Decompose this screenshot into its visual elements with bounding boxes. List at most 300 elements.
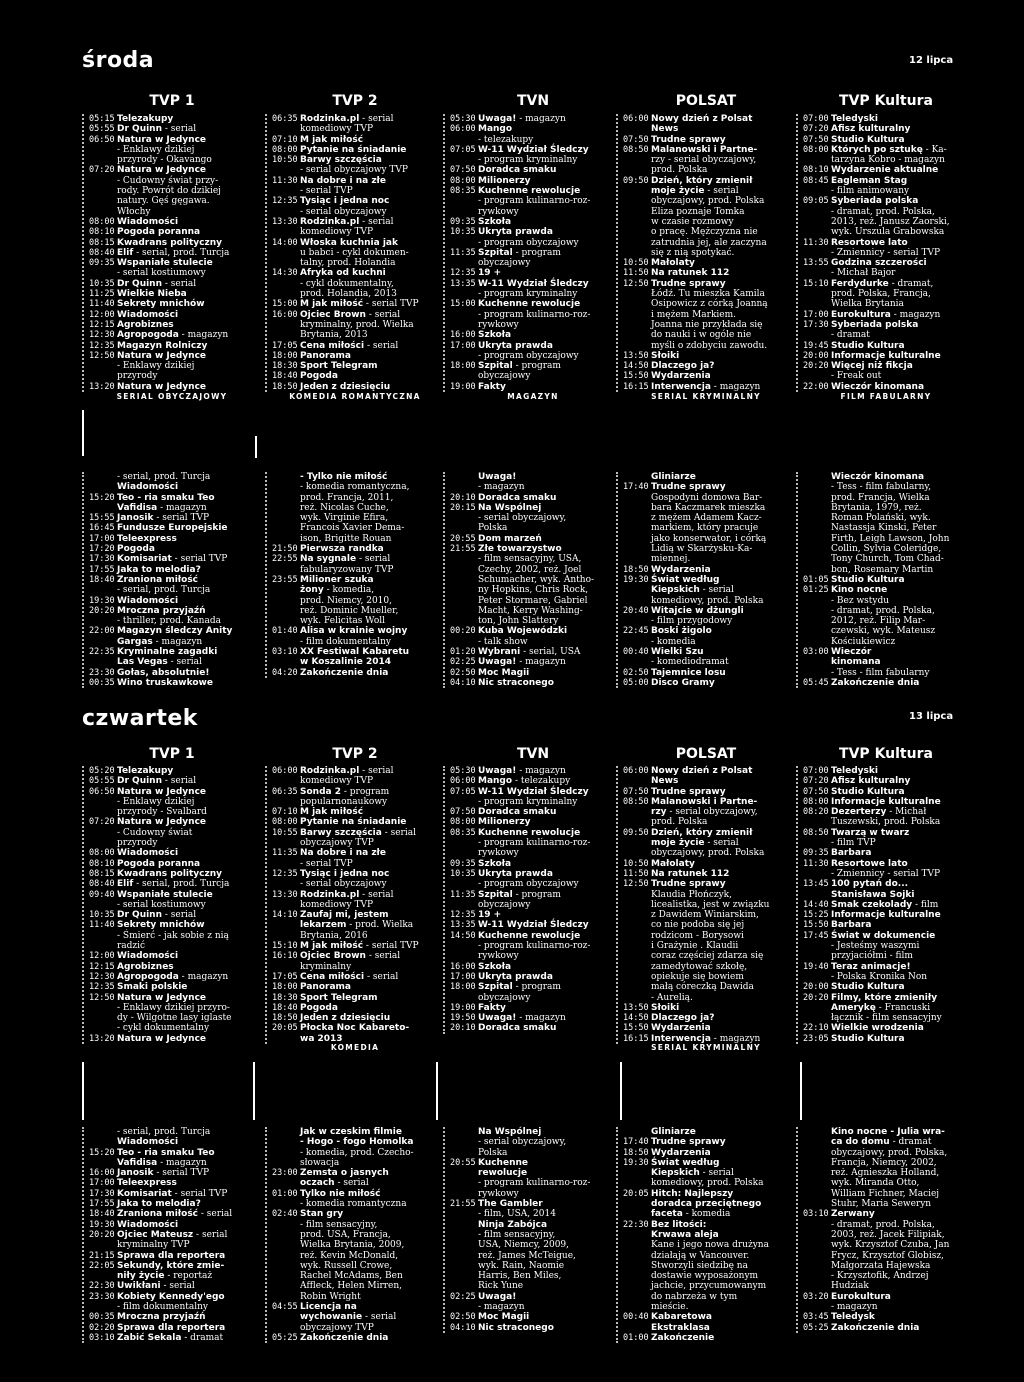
program-time: 07:10 [272, 807, 298, 818]
program-row [450, 931, 619, 941]
program-row [89, 787, 258, 797]
program-row [623, 585, 792, 595]
program-desc: - serial [702, 1168, 734, 1179]
program-time [623, 807, 651, 817]
program-desc: Firth, Leigh Lawson, John [831, 533, 950, 544]
program-desc: wyk. Felicitas Woll [300, 616, 385, 627]
program-row [450, 606, 619, 616]
program-time: 07:05 [450, 144, 476, 155]
program-row [803, 248, 972, 258]
program-row [272, 890, 441, 900]
program-title: Afryka od kuchni [300, 268, 386, 279]
program-row [803, 900, 972, 910]
program-desc: - Aurelią. [651, 992, 693, 1003]
program-title: Afisz kulturalny [831, 124, 911, 135]
program-desc: - serial [707, 186, 739, 197]
schedule-column [796, 766, 972, 1044]
program-time: 05:20 [89, 766, 115, 776]
program-row [450, 890, 619, 900]
program-desc: ny Hopkins, Chris Rock, [478, 585, 589, 596]
program-row [89, 279, 258, 289]
program-row [89, 1302, 258, 1312]
program-row [89, 155, 258, 165]
program-time: 08:50 [623, 796, 649, 807]
program-row [450, 330, 619, 340]
program-row [803, 1003, 972, 1013]
program-row [450, 848, 619, 858]
program-desc: Roman Polański, wyk. [831, 513, 931, 524]
program-desc: - film, USA, 2014 [478, 1209, 556, 1220]
program-title: Rodzinka.pl [300, 889, 360, 900]
program-desc: bon, Rosemary Martin [831, 564, 934, 575]
program-desc: William Fichner, Maciej [831, 1188, 940, 1199]
program-time [803, 606, 831, 616]
program-title: Eurokultura [831, 1291, 891, 1302]
program-title: Jeden z dziesięciu [300, 381, 391, 392]
program-row [623, 227, 792, 237]
program-row [623, 941, 792, 951]
program-row [623, 289, 792, 299]
program-time [272, 1240, 300, 1250]
program-row [623, 114, 792, 124]
program-time [623, 1209, 651, 1219]
program-title: Słoiki [651, 1002, 680, 1013]
program-time [623, 289, 651, 299]
program-row [272, 1178, 441, 1188]
program-row [623, 482, 792, 492]
program-title: Dlaczego ja? [651, 1013, 715, 1024]
program-time [803, 503, 831, 513]
program-title: Teleexpress [117, 1178, 177, 1189]
program-row [89, 1333, 258, 1343]
program-time: 19:50 [450, 1013, 476, 1024]
program-title: Syberiada polska [831, 196, 919, 207]
program-title: Informacje kulturalne [831, 350, 941, 361]
program-desc: małą córeczką Dawida [651, 982, 754, 993]
program-title: Wiadomości [117, 216, 179, 227]
program-row [89, 176, 258, 186]
program-title: Moc Magii [478, 1312, 530, 1323]
program-row [450, 482, 619, 492]
program-row [623, 951, 792, 961]
program-desc: prod. USA, Francja, [300, 1229, 391, 1240]
program-time: 05:00 [623, 677, 649, 688]
program-row [89, 513, 258, 523]
program-time: 17:00 [450, 971, 476, 982]
program-desc: komediowy TVP [300, 124, 373, 135]
program-time: 08:35 [450, 186, 476, 197]
program-time: 07:50 [623, 786, 649, 797]
program-title: Sekrety mnichów [117, 920, 205, 931]
program-title: Wydarzenia [651, 371, 711, 382]
program-title: Tysiąc i jedna noc [300, 196, 390, 207]
program-time: 19:30 [89, 595, 115, 606]
program-desc: - serial TVP [156, 513, 210, 524]
program-desc: - serial obyczajowy, [478, 1137, 567, 1148]
column-marker [82, 1062, 84, 1120]
program-desc: - film sensacyjny, USA, [478, 554, 582, 565]
program-time [803, 513, 831, 523]
program-row [450, 554, 619, 564]
program-time [803, 817, 831, 827]
program-time: 14:50 [450, 930, 476, 941]
program-desc: - Zmiennicy - serial TVP [831, 868, 941, 879]
program-time [450, 1168, 478, 1178]
program-time [89, 176, 117, 186]
program-time [272, 879, 300, 889]
program-row [89, 1168, 258, 1178]
program-row [272, 1003, 441, 1013]
program-row [272, 993, 441, 1003]
program-row [623, 554, 792, 564]
program-time [623, 248, 651, 258]
column-marker [436, 1062, 438, 1120]
program-time: 10:35 [450, 868, 476, 879]
program-row [450, 382, 619, 392]
program-desc: - magazyn [713, 381, 761, 392]
program-desc: - serial [358, 554, 391, 565]
program-row [803, 993, 972, 1003]
program-row [450, 1292, 619, 1302]
program-row [450, 217, 619, 227]
program-time [89, 145, 117, 155]
program-row [623, 1323, 792, 1333]
program-title: Płocka Noc Kabareto- [300, 1023, 410, 1034]
program-time [89, 1240, 117, 1250]
program-time: 05:30 [450, 766, 476, 776]
program-row [623, 869, 792, 879]
program-title: Na ratunek 112 [651, 868, 730, 879]
program-desc: - serial [364, 1312, 397, 1323]
program-title: Na Wspólnej [478, 1127, 542, 1137]
program-row [89, 207, 258, 217]
program-desc: prod. Holandia, 2013 [300, 289, 397, 300]
program-time: 08:00 [450, 817, 476, 828]
program-time [623, 534, 651, 544]
program-row [272, 299, 441, 309]
program-desc: - Tess - film fabularny [831, 667, 930, 678]
program-row [623, 993, 792, 1003]
program-desc: przyrody - Svalbard [117, 807, 207, 818]
program-row [272, 1261, 441, 1271]
program-title: Kabaretowa [651, 1312, 712, 1323]
program-time [450, 196, 478, 206]
program-time [272, 320, 300, 330]
program-row [89, 1281, 258, 1291]
program-time [272, 503, 300, 513]
program-row [623, 1251, 792, 1261]
program-row [450, 279, 619, 289]
program-desc: - serial [164, 910, 197, 921]
program-title: Wydarzenia [651, 564, 711, 575]
program-row [272, 503, 441, 513]
program-time [450, 258, 478, 268]
program-desc: - Enklawy dzikiej przyro- [117, 1002, 230, 1013]
program-row [89, 1199, 258, 1209]
program-time: 12:30 [89, 330, 115, 341]
program-row [803, 637, 972, 647]
program-desc: obyczajowy [478, 992, 531, 1003]
program-row [272, 493, 441, 503]
program-title: Dr Quinn [117, 910, 162, 921]
program-row [803, 165, 972, 175]
program-time: 16:00 [272, 309, 298, 320]
program-time [89, 371, 117, 381]
program-row [450, 1023, 619, 1033]
program-title: Stanisława Sojki [831, 889, 915, 900]
program-row [803, 330, 972, 340]
program-row [450, 951, 619, 961]
program-time [450, 371, 478, 381]
program-desc: Nastassja Kinski, Peter [831, 523, 937, 534]
program-row [89, 310, 258, 320]
program-time: 20:55 [450, 1157, 476, 1168]
program-time [272, 1127, 300, 1137]
program-title: Kuchenne rewolucje [478, 930, 581, 941]
program-row [450, 544, 619, 554]
program-title: Trudne sprawy [651, 278, 726, 289]
program-desc: ton, John Slattery [478, 616, 559, 627]
program-desc: - program kulinarno-roz- [478, 196, 591, 207]
program-title: Studio Kultura [831, 340, 905, 351]
program-desc: coraz częściej zdarza się [651, 951, 764, 962]
program-time [450, 585, 478, 595]
program-title: Natura w Jedynce [117, 992, 207, 1003]
program-title: Bez litości: [651, 1219, 707, 1230]
program-title: Na dobre i na złe [300, 175, 386, 186]
program-desc: Rick Yune [478, 1281, 524, 1292]
program-time: 08:20 [803, 807, 829, 818]
program-title: Telezakupy [117, 114, 174, 124]
schedule-column [443, 114, 619, 392]
program-time [89, 1013, 117, 1023]
program-title: Świat według [651, 1157, 720, 1168]
program-time: 07:20 [89, 165, 115, 176]
program-row [623, 320, 792, 330]
program-title: Pogoda [300, 371, 338, 382]
program-title: moje życie [651, 838, 705, 849]
program-time [803, 1013, 831, 1023]
program-time: 20:00 [803, 350, 829, 361]
program-row [803, 523, 972, 533]
program-time: 01:00 [272, 1188, 298, 1199]
program-desc: obyczajowy TVP [300, 838, 374, 849]
program-time: 12:35 [89, 982, 115, 993]
program-time [803, 941, 831, 951]
program-desc: - Cudowny świat przy- [117, 175, 219, 186]
channel-header: TVN [516, 93, 550, 109]
program-row [272, 1168, 441, 1178]
program-title: Uwaga! [478, 657, 517, 668]
program-row [450, 1230, 619, 1240]
program-time: 08:50 [623, 144, 649, 155]
program-row [272, 124, 441, 134]
program-row [272, 472, 441, 482]
program-time: 20:10 [450, 492, 476, 503]
program-row [803, 1178, 972, 1188]
program-row [623, 513, 792, 523]
program-time [623, 227, 651, 237]
schedule-column [82, 472, 258, 688]
program-desc: Francois Xavier Dema- [300, 523, 405, 534]
date-thursday: 13 lipca [909, 711, 954, 722]
program-time [803, 1302, 831, 1312]
program-row [272, 869, 441, 879]
program-row [89, 1003, 258, 1013]
program-desc: u babci - cykl dokumen- [300, 247, 409, 258]
program-time [450, 1251, 478, 1261]
program-time [272, 962, 300, 972]
program-desc: talny, prod. Holandia [300, 258, 396, 269]
program-row [89, 637, 258, 647]
program-time [450, 1127, 478, 1137]
program-row [623, 859, 792, 869]
program-row [803, 678, 972, 688]
program-desc: licealistka, jest w związku [651, 899, 770, 910]
program-row [89, 238, 258, 248]
program-row [272, 951, 441, 961]
program-time [623, 941, 651, 951]
program-time [89, 472, 117, 482]
program-desc: - serial [366, 340, 399, 351]
program-desc: Gospodyni domowa Bar- [651, 492, 763, 503]
program-row [803, 145, 972, 155]
program-desc: reż. Dominic Mueller, [300, 605, 399, 616]
program-desc: - magazyn [519, 114, 566, 124]
program-time: 07:50 [450, 165, 476, 176]
program-time: 00:35 [89, 677, 115, 688]
program-title: Filmy, które zmieniły [831, 992, 938, 1003]
program-row [803, 1292, 972, 1302]
program-time: 22:00 [803, 381, 829, 392]
program-title: Kwadrans polityczny [117, 868, 223, 879]
program-time [89, 616, 117, 626]
program-title: Pogoda poranna [117, 227, 201, 238]
program-row [623, 382, 792, 392]
program-time [450, 351, 478, 361]
program-row [272, 668, 441, 678]
program-desc: - Michał [889, 807, 927, 818]
program-time: 06:50 [89, 786, 115, 797]
program-title: M jak miłość [300, 299, 364, 310]
program-row [272, 258, 441, 268]
program-time: 08:45 [803, 175, 829, 186]
program-row [803, 351, 972, 361]
program-title: Kobiety Kennedy'ego [117, 1291, 225, 1302]
program-desc: 2012, reż. Filip Mar- [831, 616, 926, 627]
program-time [450, 238, 478, 248]
program-title: Wieczór kinomana [831, 381, 925, 392]
program-title: Uwikłani [117, 1281, 161, 1292]
program-desc: - film dokumentalny [300, 636, 392, 647]
program-title: Tajemnice losu [651, 667, 726, 678]
program-desc: przyrody [117, 838, 158, 849]
program-row [623, 565, 792, 575]
program-row [623, 135, 792, 145]
program-time: 00:40 [623, 647, 649, 658]
program-time [272, 838, 300, 848]
program-row [272, 1209, 441, 1219]
program-title: Studio Kultura [831, 134, 905, 145]
program-row [803, 279, 972, 289]
program-time: 11:25 [89, 289, 115, 300]
program-row [450, 828, 619, 838]
program-row [272, 838, 441, 848]
program-title: Ojciec Mateusz [117, 1229, 194, 1240]
program-row [803, 1240, 972, 1250]
program-title: Zraniona miłość [117, 574, 199, 585]
program-time [450, 1302, 478, 1312]
program-title: Kwadrans polityczny [117, 237, 223, 248]
program-desc: - serial [164, 124, 197, 135]
program-time [623, 513, 651, 523]
program-desc: - film [915, 899, 939, 910]
program-row [450, 1281, 619, 1291]
program-row [450, 1323, 619, 1333]
program-time [623, 776, 651, 786]
program-time [450, 797, 478, 807]
program-time: 14:50 [623, 1013, 649, 1024]
program-title: Jaka to melodia? [117, 1199, 201, 1210]
program-desc: Schumacher, wyk. Antho- [478, 574, 595, 585]
program-row [89, 1230, 258, 1240]
program-time [803, 554, 831, 564]
program-row [272, 361, 441, 371]
program-desc: Macht, Kerry Washing- [478, 605, 583, 616]
program-time: 19:30 [89, 1219, 115, 1230]
program-desc: dostawie wyposażonym [651, 1271, 759, 1282]
program-time: 13:45 [803, 879, 829, 890]
program-row [272, 176, 441, 186]
program-row [272, 1323, 441, 1333]
program-time: 16:15 [623, 381, 649, 392]
program-row [623, 1220, 792, 1230]
program-time: 08:10 [89, 227, 115, 238]
program-title: Interwencja [651, 1033, 711, 1044]
program-row [623, 371, 792, 381]
program-title: Natura w Jedynce [117, 350, 207, 361]
program-time [450, 1261, 478, 1271]
program-desc: - serial TVP [174, 1188, 228, 1199]
program-row [272, 828, 441, 838]
program-time [803, 1271, 831, 1281]
program-row [272, 1220, 441, 1230]
program-row [450, 1240, 619, 1250]
program-time [623, 217, 651, 227]
program-time: 11:30 [803, 858, 829, 869]
program-title: Gliniarze [651, 472, 696, 482]
program-row [450, 114, 619, 124]
program-time: 10:50 [623, 858, 649, 869]
program-desc: - serial [196, 1229, 228, 1240]
program-title: Zakończenie dnia [300, 1332, 389, 1343]
program-title: Dlaczego ja? [651, 361, 715, 372]
program-time [803, 248, 831, 258]
program-title: Sekundy, które zmie- [117, 1260, 225, 1271]
program-row [272, 647, 441, 657]
program-row [803, 797, 972, 807]
program-time [803, 482, 831, 492]
program-title: Których po sztukę [831, 144, 923, 155]
program-time [450, 1271, 478, 1281]
program-time [450, 135, 478, 145]
program-title: Natura w Jedynce [117, 786, 207, 797]
program-time [803, 1281, 831, 1291]
program-time: 17:05 [272, 340, 298, 351]
program-time [272, 565, 300, 575]
program-title: Wieczór kinomana [831, 472, 925, 482]
program-row [803, 513, 972, 523]
